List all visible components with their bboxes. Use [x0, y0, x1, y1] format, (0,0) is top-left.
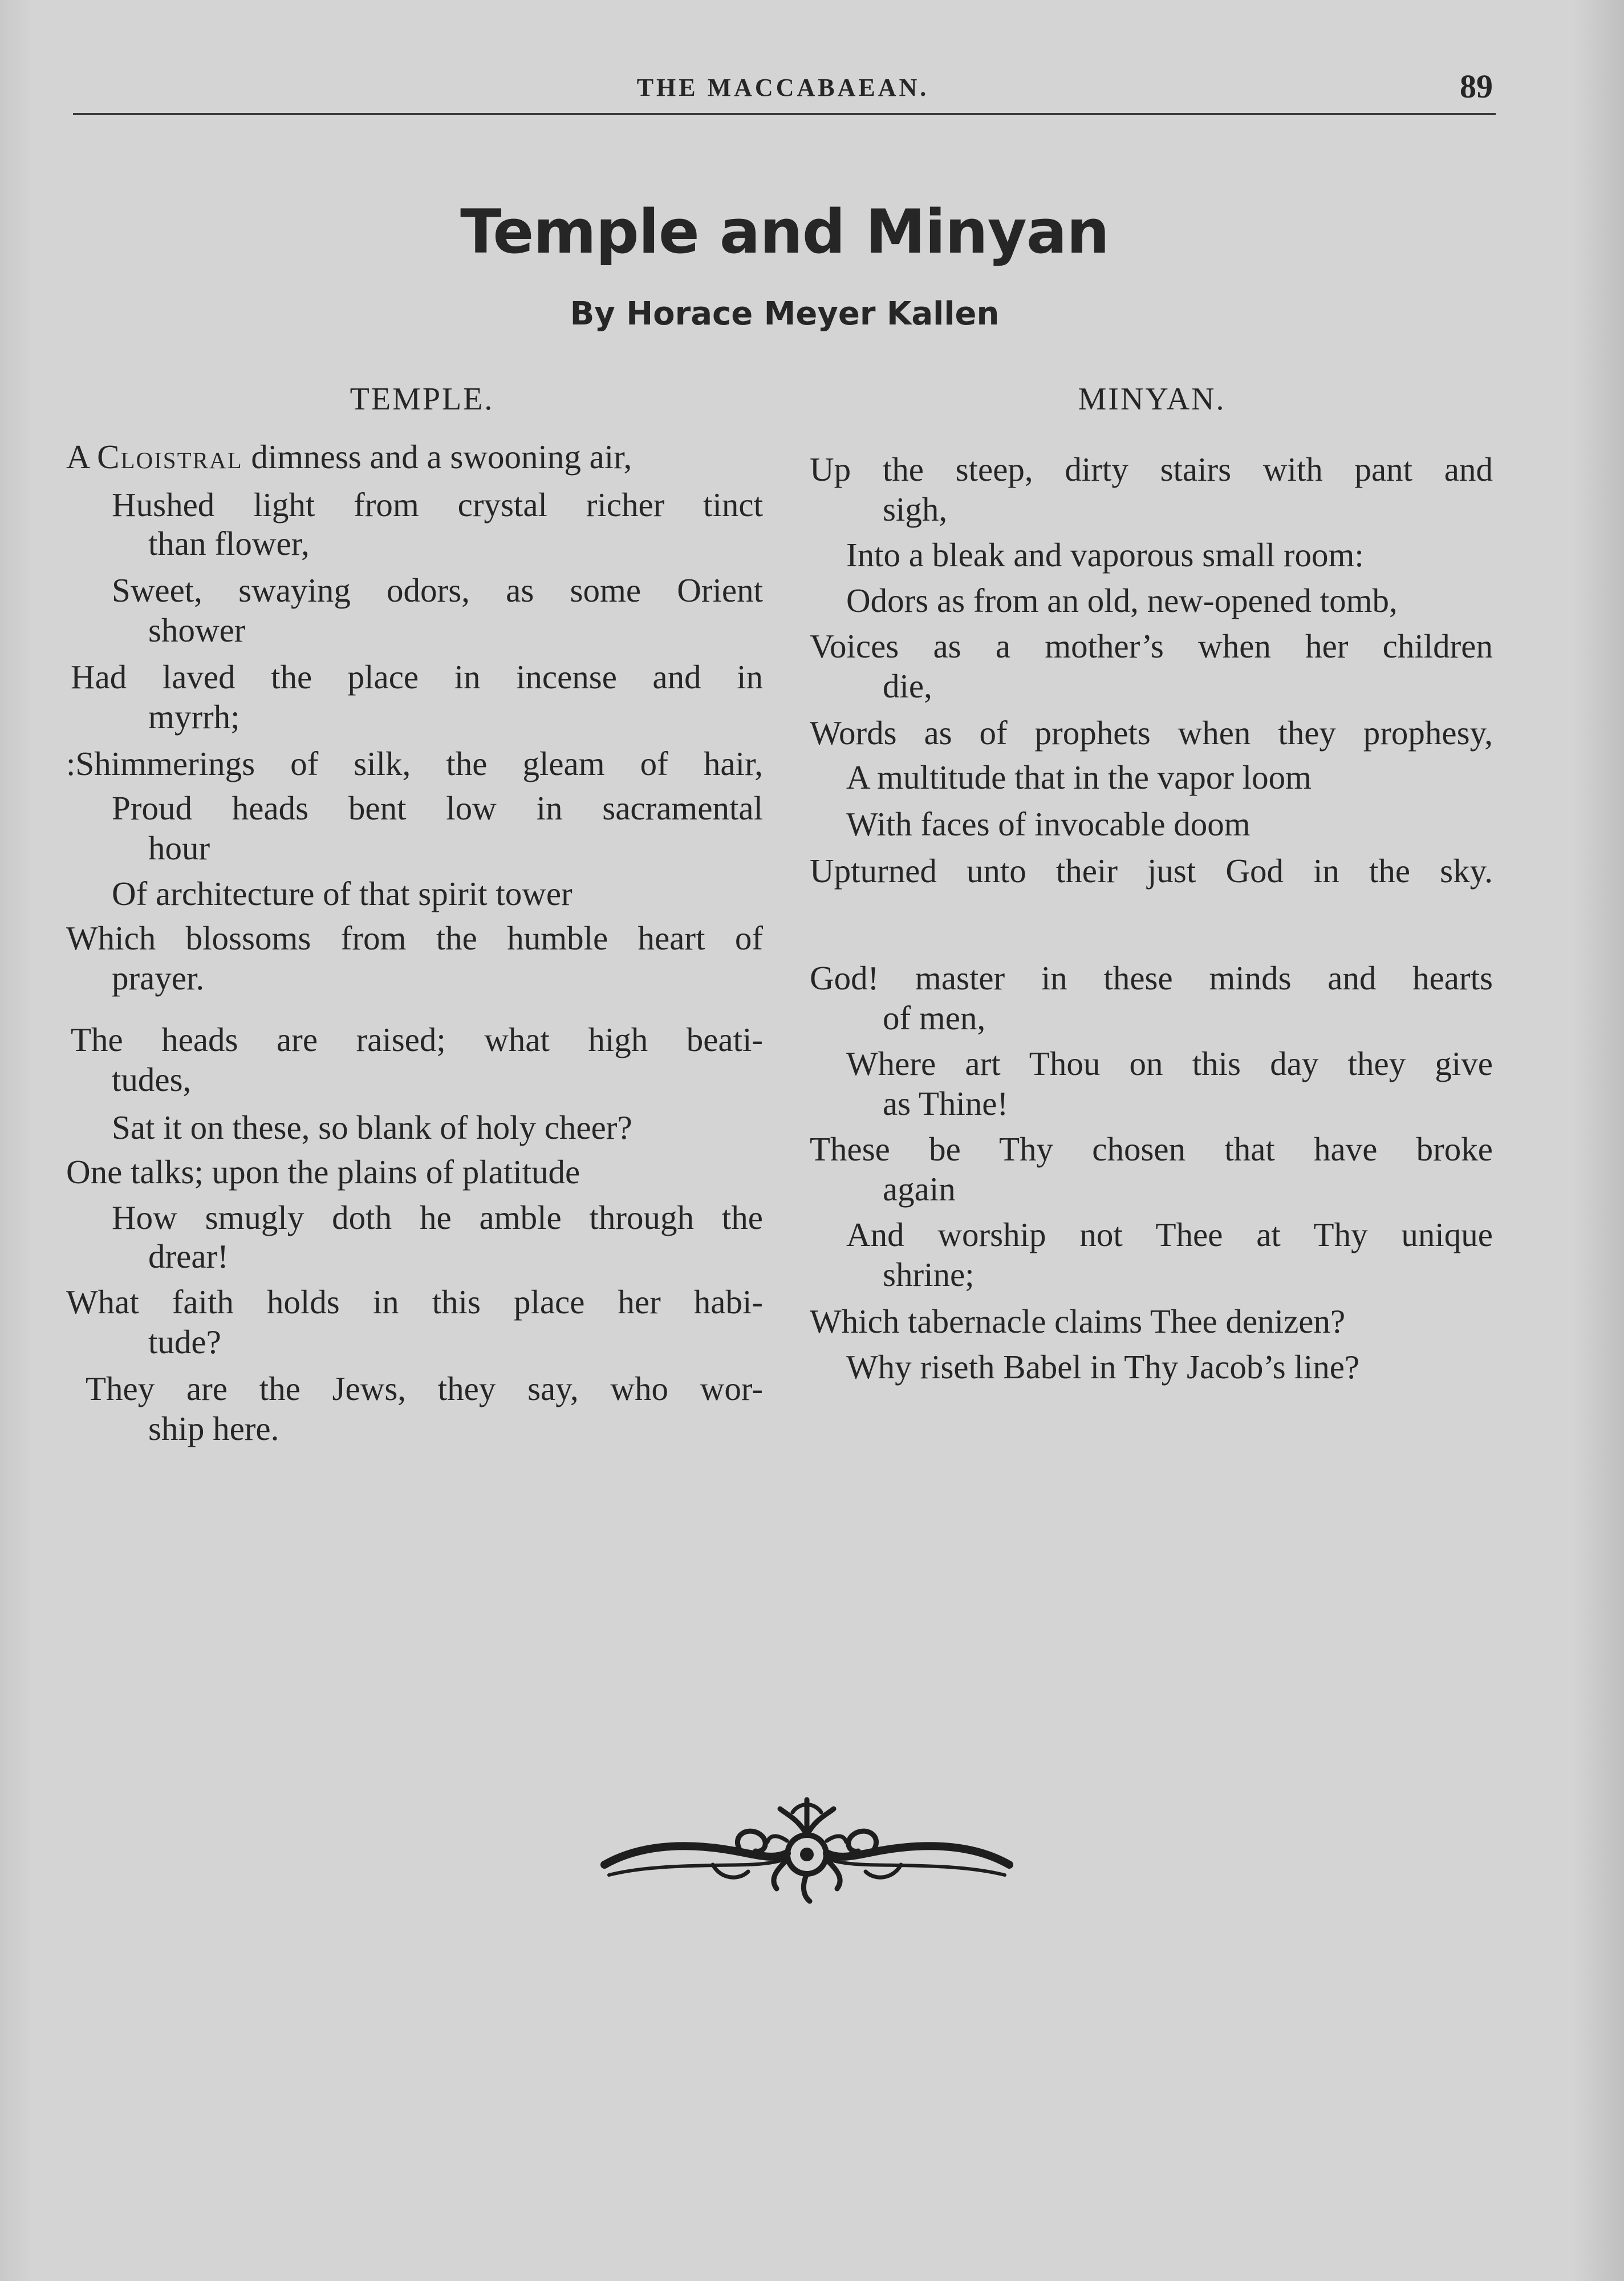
temple-line: than flower,	[148, 525, 310, 562]
temple-line: hour	[148, 829, 210, 867]
article-byline: By Horace Meyer Kallen	[570, 295, 1000, 332]
running-title: THE MACCABAEAN.	[636, 74, 929, 102]
temple-line: shower	[148, 611, 246, 649]
temple-line: Of architecture of that spirit tower	[112, 875, 573, 912]
temple-line: How smugly doth he amble through the	[112, 1199, 763, 1236]
temple-line: One talks; upon the plains of platitude	[66, 1153, 580, 1191]
temple-heading: TEMPLE.	[350, 381, 494, 417]
minyan-line: These be Thy chosen that have broke	[810, 1130, 1493, 1168]
minyan-line: A multitude that in the vapor loom	[846, 758, 1312, 796]
minyan-line: die,	[883, 667, 932, 705]
temple-line: drear!	[148, 1237, 229, 1275]
minyan-line: sigh,	[883, 490, 948, 528]
temple-line-rest: dimness and a swooning air,	[242, 438, 632, 476]
temple-line: tudes,	[112, 1061, 192, 1098]
article-title: Temple and Minyan	[460, 197, 1109, 267]
page-edge-shadow	[1573, 0, 1624, 2281]
minyan-heading: MINYAN.	[1078, 381, 1226, 417]
minyan-line: as Thine!	[883, 1085, 1009, 1122]
minyan-line: And worship not Thee at Thy unique	[846, 1216, 1493, 1253]
temple-line: Sweet, swaying odors, as some Orient	[112, 571, 763, 609]
temple-line-lead: A	[66, 438, 98, 476]
minyan-line: Upturned unto their just God in the sky.	[810, 852, 1493, 890]
minyan-line: Which tabernacle claims Thee denizen?	[810, 1302, 1346, 1340]
minyan-line: of men,	[883, 999, 986, 1037]
fleuron-ornament-icon	[599, 1779, 1015, 1916]
minyan-line: Voices as a mother’s when her children	[810, 627, 1493, 665]
minyan-line: Odors as from an old, new-opened tomb,	[846, 582, 1398, 619]
temple-line: Which blossoms from the humble heart of	[66, 919, 763, 957]
header-rule	[73, 113, 1496, 115]
minyan-line: With faces of invocable doom	[846, 805, 1251, 843]
minyan-line: shrine;	[883, 1256, 975, 1293]
temple-line: Proud heads bent low in sacramental	[112, 789, 763, 827]
temple-line: :Shimmerings of silk, the gleam of hair,	[66, 745, 763, 782]
page-number: 89	[1460, 68, 1493, 105]
temple-line-smallcaps: Cloistral	[97, 438, 243, 476]
temple-line: Sat it on these, so blank of holy cheer?	[112, 1109, 632, 1146]
minyan-line: Words as of prophets when they prophesy,	[810, 714, 1493, 752]
temple-line: prayer.	[112, 959, 205, 997]
minyan-line: Into a bleak and vaporous small room:	[846, 536, 1364, 574]
temple-line: What faith holds in this place her habi-	[66, 1283, 763, 1321]
temple-line	[66, 438, 763, 476]
temple-line: ship here.	[148, 1410, 279, 1447]
temple-line: Had laved the place in incense and in	[71, 658, 763, 696]
temple-line: The heads are raised; what high beati-	[71, 1021, 763, 1058]
page-edge-shadow-left	[0, 0, 34, 2281]
temple-line: tude?	[148, 1323, 221, 1361]
temple-line: myrrh;	[148, 698, 240, 736]
minyan-line: Where art Thou on this day they give	[846, 1045, 1493, 1082]
minyan-line: God! master in these minds and hearts	[810, 959, 1493, 997]
temple-line: They are the Jews, they say, who wor-	[86, 1370, 763, 1407]
minyan-line: Up the steep, dirty stairs with pant and	[810, 450, 1493, 488]
running-head	[73, 67, 1493, 119]
temple-line: Hushed light from crystal richer tinct	[112, 486, 763, 523]
minyan-line: again	[883, 1170, 956, 1208]
minyan-line: Why riseth Babel in Thy Jacob’s line?	[846, 1348, 1360, 1386]
